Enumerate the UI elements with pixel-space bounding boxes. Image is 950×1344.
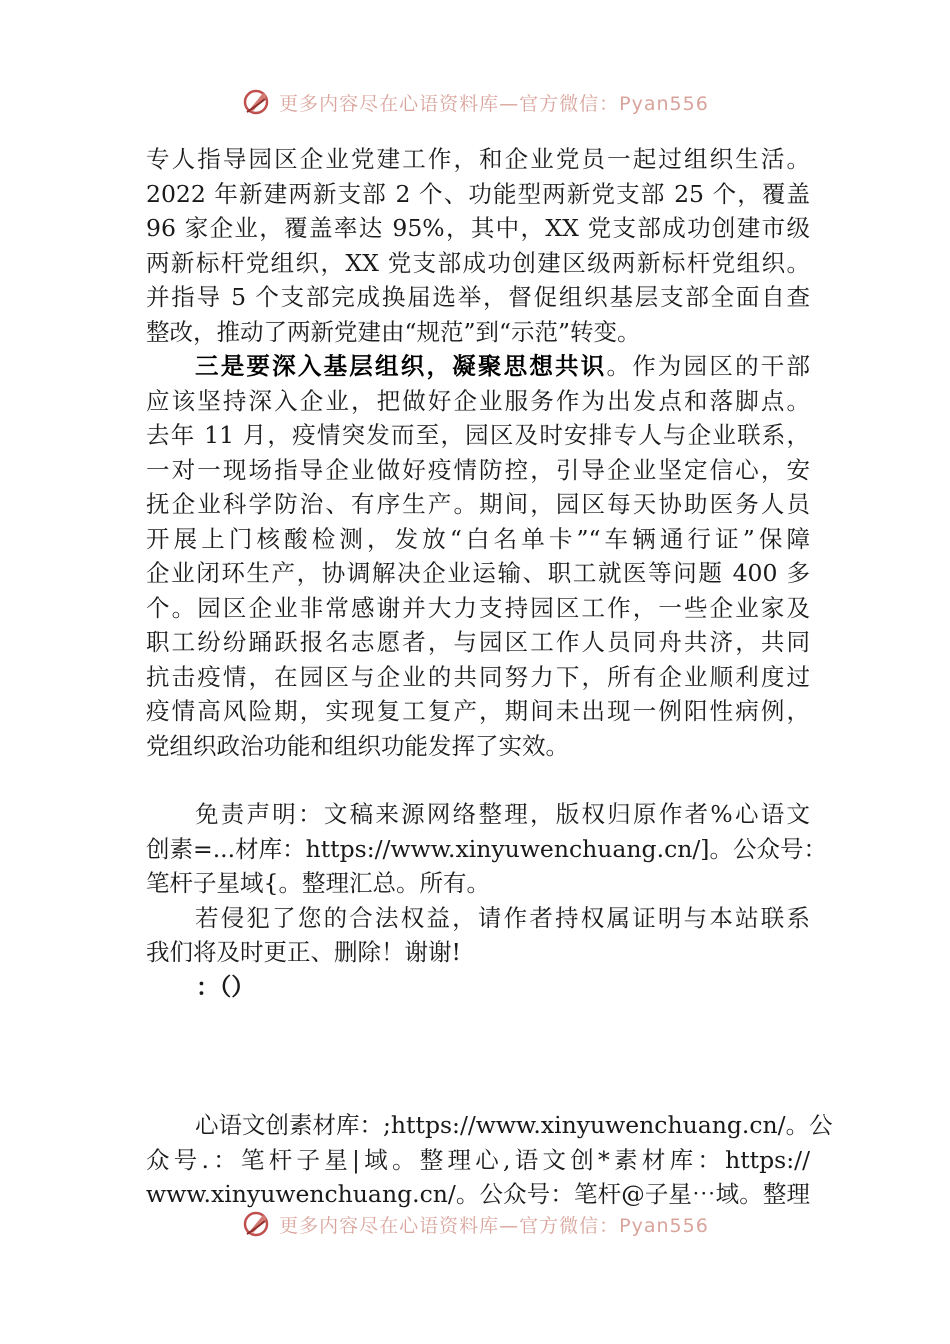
text-line: 心语文创素材库：;https://www.xinyuwenchuang.cn/。公 [195, 1111, 833, 1139]
text-line: 96 家企业，覆盖率达 95%，其中，XX 党支部成功创建市级 [146, 214, 810, 242]
document-body [146, 142, 833, 1212]
text-line: 两新标杆党组织，XX 党支部成功创建区级两新标杆党组织。 [146, 248, 810, 277]
text-line: 一对一现场指导企业做好疫情防控，引导企业坚定信心，安 [146, 455, 810, 484]
text-line: 抗击疫情，在园区与企业的共同努力下，所有企业顺利度过 [146, 662, 810, 691]
header-banner-text: 更多内容尽在心语资料库—官方微信：Pyan556 [279, 92, 709, 115]
text-line: 个。园区企业非常感谢并大力支持园区工作，一些企业家及 [146, 593, 810, 622]
text-line [146, 349, 810, 384]
text-line: 若侵犯了您的合法权益，请作者持权属证明与本站联系 [195, 903, 810, 932]
text-line: 笔杆子星域{。整理汇总。所有。 [146, 869, 490, 897]
pen-flower-logo-icon [241, 1209, 275, 1239]
footer-banner [0, 1206, 950, 1242]
source-paragraph [146, 1108, 833, 1212]
paragraph-party-building [146, 142, 810, 349]
pen-flower-logo-icon [241, 87, 275, 117]
text-line: 专人指导园区企业党建工作，和企业党员一起过组织生活。 [146, 145, 810, 173]
footer-banner-text: 更多内容尽在心语资料库—官方微信：Pyan556 [279, 1214, 709, 1237]
text-line: 职工纷纷踊跃报名志愿者，与园区工作人员同舟共济，共同 [146, 628, 810, 656]
text-line: 应该坚持深入企业，把做好企业服务作为出发点和落脚点。 [146, 386, 810, 415]
text-line: 党组织政治功能和组织功能发挥了实效。 [146, 731, 569, 760]
punctuation-marks: ：（） [196, 972, 255, 1001]
text-line: 去年 11 月，疫情突发而至，园区及时安排专人与企业联系， [146, 421, 810, 449]
text-line: 免责声明：文稿来源网络整理，版权归原作者%心语文 [195, 800, 810, 828]
infringement-notice [146, 901, 810, 970]
text-line: 抚企业科学防治、有序生产。期间，园区每天协助医务人员 [146, 490, 810, 518]
text-line: 并指导 5 个支部完成换届选举，督促组织基层支部全面自查 [146, 283, 810, 311]
text-line: 企业闭环生产，协调解决企业运输、职工就医等问题 400 多 [146, 559, 810, 587]
text-line: 2022 年新建两新支部 2 个、功能型两新党支部 25 个，覆盖 [146, 179, 810, 208]
header-banner [0, 84, 950, 120]
text-line: 疫情高风险期，实现复工复产，期间未出现一例阳性病例， [146, 697, 810, 725]
text-line: 创素=...材库：https://www.xinyuwenchuang.cn/]。公众号： [146, 834, 827, 863]
disclaimer-paragraph [146, 797, 827, 901]
text-line: 整改，推动了两新党建由“规范”到“示范”转变。 [146, 317, 641, 346]
paragraph-heading: 三是要深入基层组织，凝聚思想共识 [195, 352, 607, 380]
text-line: www.xinyuwenchuang.cn/。公众号：笔杆@子星⋯域。整理 [146, 1180, 810, 1208]
text-line: 开展上门核酸检测，发放“白名单卡”“车辆通行证”保障 [146, 524, 810, 553]
paragraph-grassroots [146, 349, 810, 763]
text-line: 众号.：笔杆子星|域。整理心,语文创*素材库：https:// [146, 1145, 810, 1174]
spacer [146, 763, 810, 797]
spacer [146, 1004, 810, 1108]
text-fragment: 。作为园区的干部 [606, 352, 811, 380]
text-line: 我们将及时更正、删除！谢谢! [146, 938, 461, 966]
